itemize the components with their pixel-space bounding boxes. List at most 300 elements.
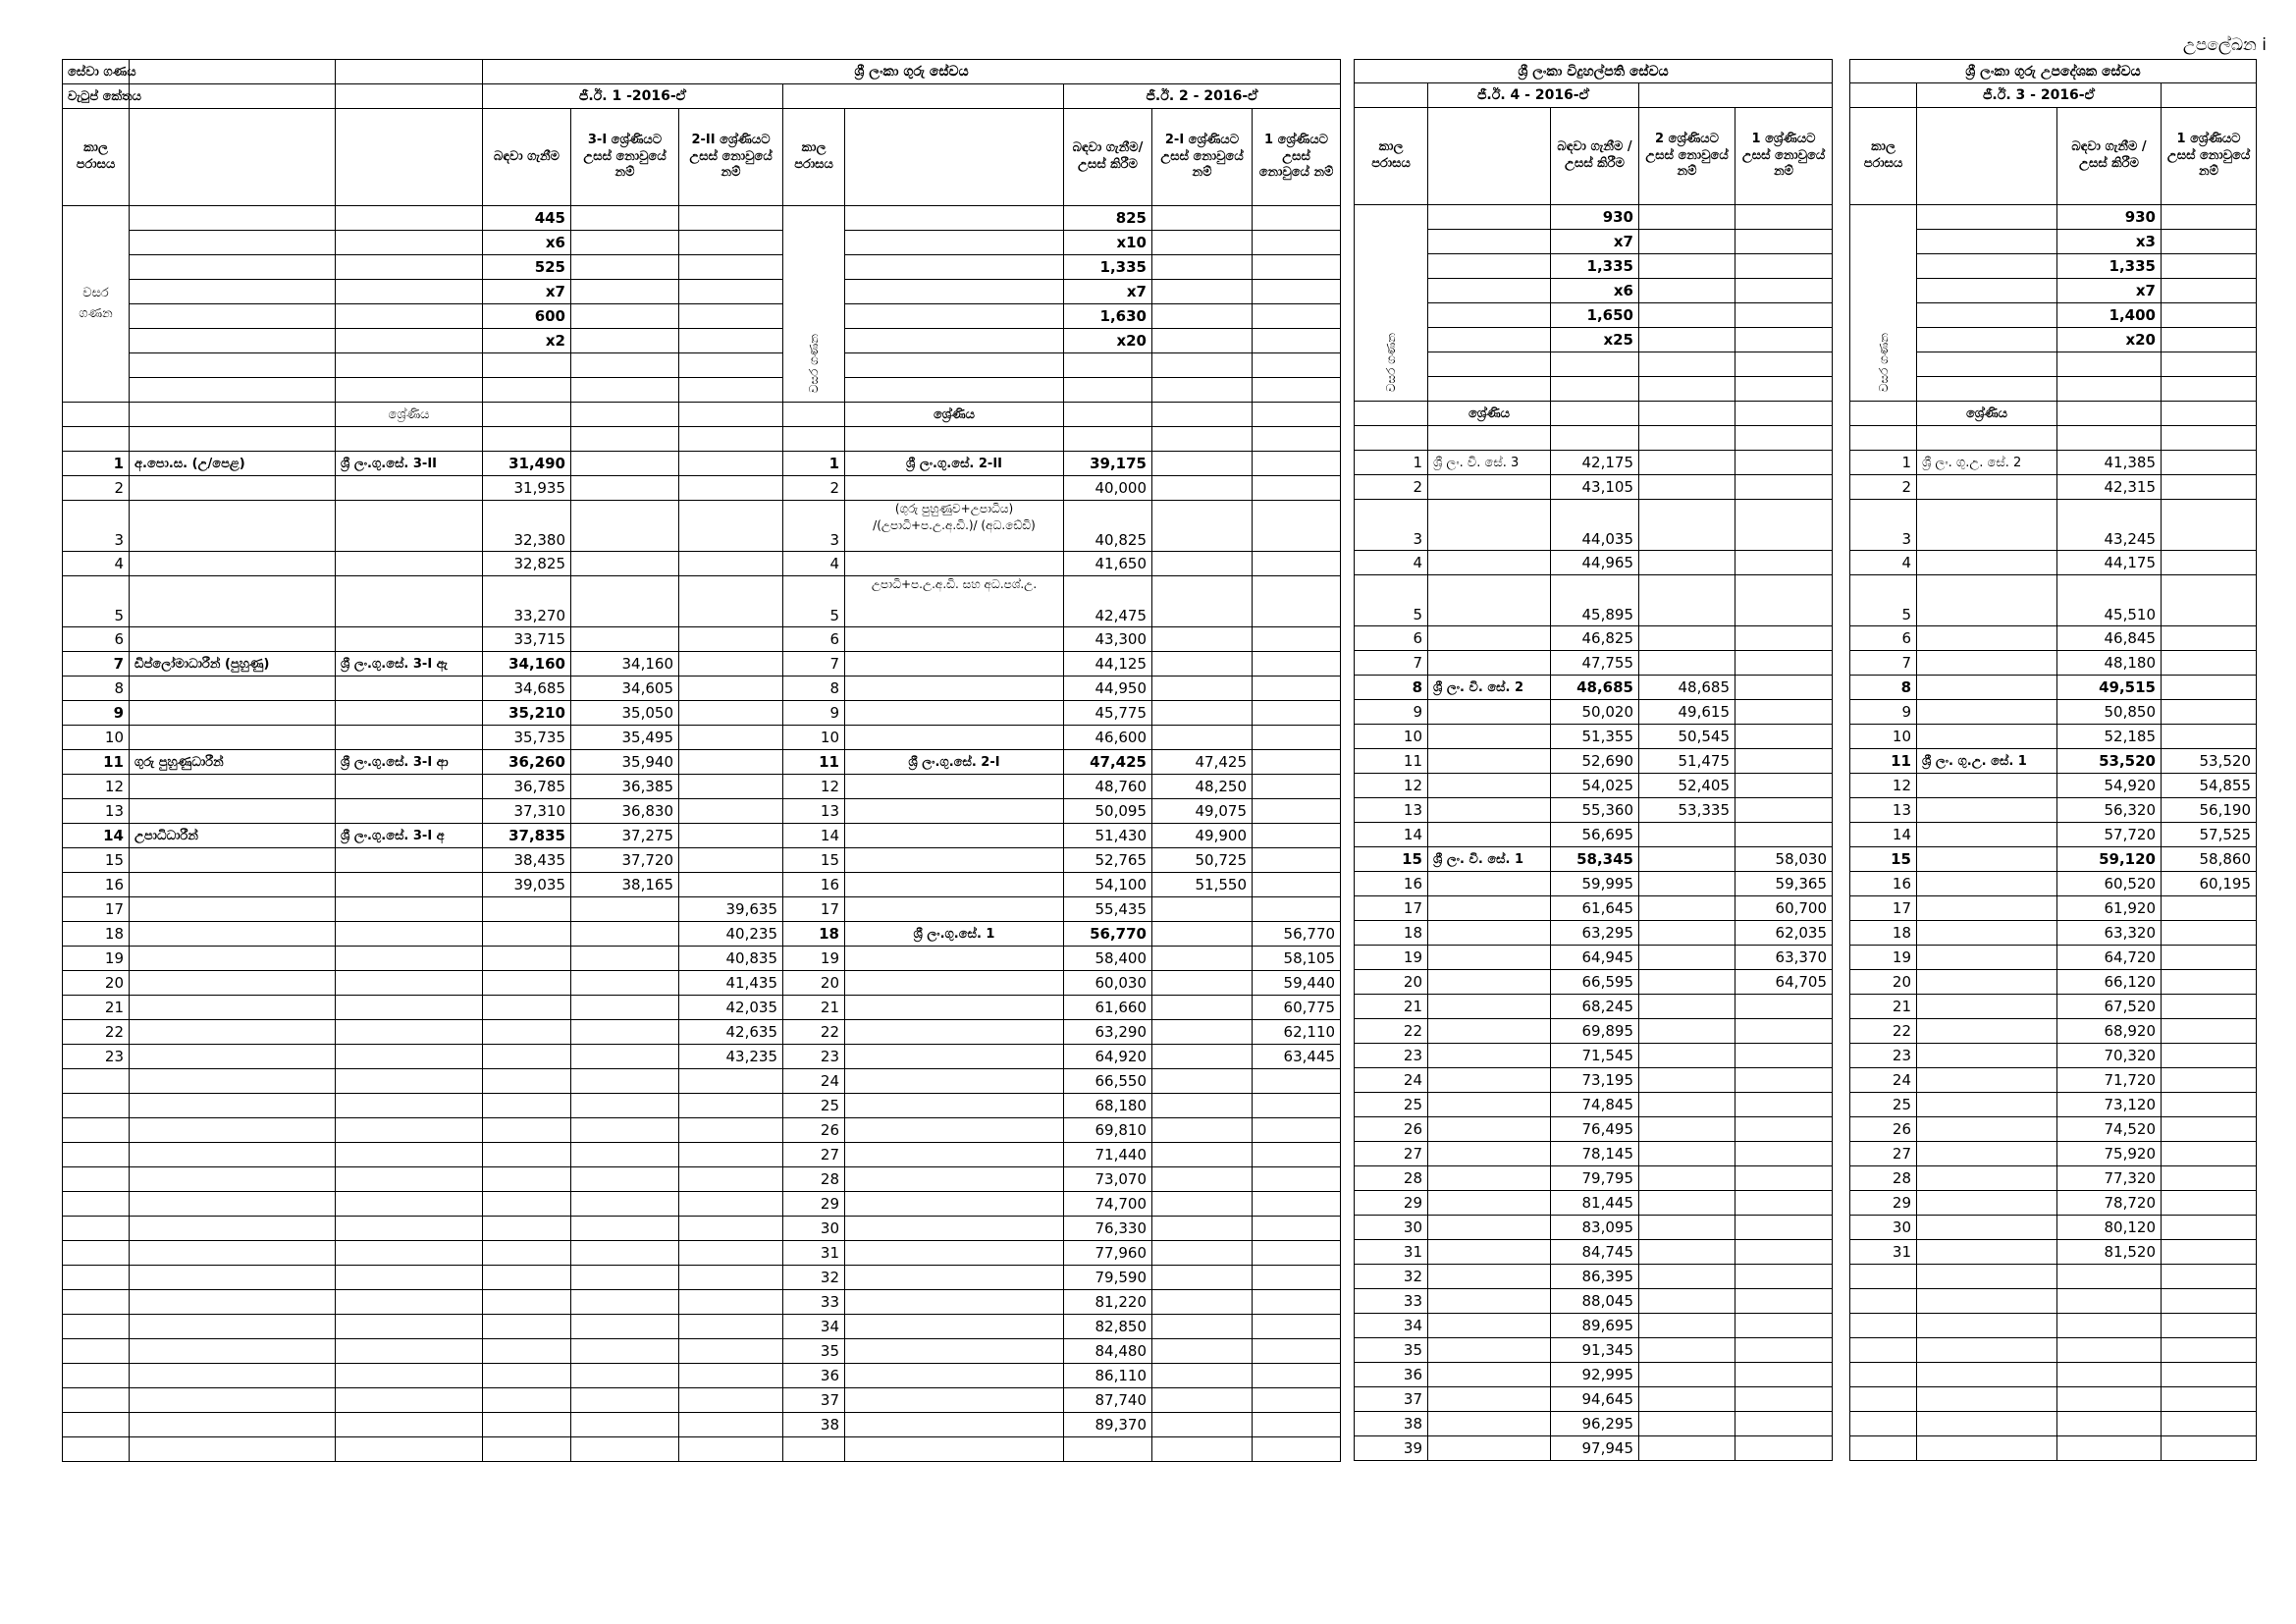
grade-name [336,947,483,971]
recruit-salary [483,1069,571,1094]
period-number: 11 [1355,749,1428,774]
table-row [1850,475,2257,500]
no-promo-2-salary [1639,1240,1735,1265]
recruit-salary [483,897,571,922]
grade-name [845,1020,1064,1045]
no-promo-1-salary [1253,1241,1341,1266]
no-promo-1-salary [2162,475,2257,500]
no-promo-2ii-salary [679,750,783,775]
no-promo-2-salary: 52,405 [1639,774,1735,798]
no-promo-1-salary [1253,824,1341,848]
grade-name [845,1339,1064,1364]
increment-step: 445 [483,206,571,231]
no-promo-1-salary [1735,1363,1833,1387]
table-row [1355,921,1833,946]
period-number [1850,1314,1917,1338]
recruit-promo-salary: 79,795 [1551,1166,1639,1191]
no-promo-2i-salary [1152,1315,1253,1339]
table-row [63,1143,1341,1167]
no-promo-1-salary [1253,873,1341,897]
period-number: 10 [63,726,130,750]
period-number: 5 [1355,575,1428,626]
recruit-promo-salary: 91,345 [1551,1338,1639,1363]
grade-name [1917,1191,2057,1216]
table-row [1355,774,1833,798]
no-promo-2ii-salary [679,1290,783,1315]
table-row [1355,995,1833,1019]
table-row [1850,1093,2257,1117]
period-number [1850,1387,1917,1412]
designation: ඩිප්ලෝමාධාරීන් (පුහුණු) [130,652,336,677]
recruit-promo-salary: 80,120 [2057,1216,2162,1240]
grade-name: ශ්‍රී ලං.ගු.සේ. 3-I ඇ [336,652,483,677]
designation [130,677,336,701]
grade-name [1428,1436,1551,1461]
designation [130,971,336,996]
no-promo-1-salary [2162,1314,2257,1338]
no-promo-3i-salary [571,1266,679,1290]
recruit-promo-salary: 53,520 [2057,749,2162,774]
grade-name [1428,872,1551,896]
recruit-promo-salary: 86,395 [1551,1265,1639,1289]
recruit-salary [483,1217,571,1241]
grade-name: ශ්‍රී ලං.ගු.සේ. 3-II [336,452,483,476]
recruit-promo-salary: 68,245 [1551,995,1639,1019]
recruit-promo-salary: 41,385 [2057,451,2162,475]
no-promo-2ii-salary [679,1069,783,1094]
salary-code-label: වැටුප් කේතය [63,84,130,109]
teacher-salary-rows [63,452,1341,1462]
year-count-label: වසර ගණන [1876,332,1891,392]
period-number: 3 [783,501,845,552]
period-number: 4 [1850,551,1917,575]
designation [130,701,336,726]
period-number: 2 [1355,475,1428,500]
no-promo-2i-salary [1152,1388,1253,1413]
recruit-promo-header: බඳවා ගැනීම / උසස් කිරීම [1551,108,1639,205]
recruit-promo-salary: 71,720 [2057,1068,2162,1093]
no-promo-2i-salary [1152,452,1253,476]
no-promo-1-salary [1735,1265,1833,1289]
no-promo-1-salary: 64,705 [1735,970,1833,995]
period-number: 4 [63,552,130,576]
no-promo-2i-salary [1152,1143,1253,1167]
recruit-promo-salary: 71,440 [1064,1143,1152,1167]
no-promo-2ii-salary [679,576,783,627]
year-count-label: වසර ගණන [1384,332,1398,392]
table-row [63,726,1341,750]
grade-name [336,1388,483,1413]
grade-name [1917,1289,2057,1314]
no-promo-1-salary [2162,651,2257,676]
table-row [1355,798,1833,823]
principal-service-title: ශ්‍රී ලංකා විදුහල්පති සේවය [1355,60,1833,83]
table-row [1850,575,2257,626]
no-promo-2-salary [1639,1068,1735,1093]
no-promo-2-salary [1639,1216,1735,1240]
recruit-promo-salary: 73,120 [2057,1093,2162,1117]
period-number: 19 [1355,946,1428,970]
recruit-promo-salary: 44,125 [1064,652,1152,677]
grade-name [845,1364,1064,1388]
period-number: 1 [1850,451,1917,475]
no-promo-2ii-salary [679,824,783,848]
grade-header: ශ්‍රේණිය [1428,402,1551,426]
no-promo-1-salary [1253,701,1341,726]
period-number: 21 [783,996,845,1020]
table-row [1355,1338,1833,1363]
grade-name: ශ්‍රී ලං.ගු.සේ. 2-I [845,750,1064,775]
period-number: 30 [1355,1216,1428,1240]
no-promo-3i-salary [571,947,679,971]
no-promo-2i-salary [1152,971,1253,996]
period-number: 1 [783,452,845,476]
no-promo-2-salary [1639,1314,1735,1338]
grade-name [1917,676,2057,700]
no-promo-2i-salary [1152,476,1253,501]
recruit-promo-salary: 63,320 [2057,921,2162,946]
designation [130,1339,336,1364]
period-number: 37 [783,1388,845,1413]
period-number: 2 [1850,475,1917,500]
grade-name [336,1290,483,1315]
table-row [1355,1412,1833,1436]
recruit-promo-salary: 63,290 [1064,1020,1152,1045]
grade-name [1428,1240,1551,1265]
period-number: 27 [1850,1142,1917,1166]
designation [130,1266,336,1290]
table-row [1850,1240,2257,1265]
no-promo-2-salary [1639,626,1735,651]
table-row [1850,700,2257,725]
grade-name [1917,1166,2057,1191]
increment-multiplier: x10 [1064,231,1152,255]
grade-name [1917,1387,2057,1412]
no-promo-1-salary [1735,774,1833,798]
table-row [1355,1289,1833,1314]
no-promo-2i-salary [1152,652,1253,677]
grade-name [1917,1117,2057,1142]
period-number: 18 [1850,921,1917,946]
table-row [1355,970,1833,995]
period-number: 19 [63,947,130,971]
period-number: 29 [783,1192,845,1217]
recruit-promo-salary: 87,740 [1064,1388,1152,1413]
grade-name [336,1413,483,1437]
no-promo-2i-salary [1152,897,1253,922]
recruit-promo-salary: 40,825 [1064,501,1152,552]
period-number: 34 [783,1315,845,1339]
grade-name [336,1167,483,1192]
grade-name [1917,475,2057,500]
grade-name [1917,1240,2057,1265]
no-promo-2-salary: 49,615 [1639,700,1735,725]
year-count-label: වසර ගණන [63,206,130,403]
no-promo-1-salary [1253,1069,1341,1094]
recruit-promo-salary: 47,755 [1551,651,1639,676]
designation: උපාධිධාරීන් [130,824,336,848]
no-promo-2-salary [1639,1117,1735,1142]
no-promo-1-salary [1735,1068,1833,1093]
recruit-promo-salary: 84,745 [1551,1240,1639,1265]
grade-name [336,1118,483,1143]
no-promo-1-salary [1253,1413,1341,1437]
recruit-promo-salary [2057,1363,2162,1387]
no-promo-2i-salary [1152,677,1253,701]
table-row [1355,847,1833,872]
period-number: 28 [783,1167,845,1192]
no-promo-1-salary [1253,1315,1341,1339]
table-row [63,1045,1341,1069]
no-promo-1-salary [1735,575,1833,626]
recruit-promo-salary: 46,600 [1064,726,1152,750]
designation [130,1069,336,1094]
recruit-promo-salary: 64,920 [1064,1045,1152,1069]
no-promo-1-salary [2162,946,2257,970]
no-promo-2i-salary [1152,1241,1253,1266]
grade-name [845,652,1064,677]
grade-name [845,1069,1064,1094]
recruit-promo-salary: 44,175 [2057,551,2162,575]
period-number: 31 [1850,1240,1917,1265]
period-number: 21 [1850,995,1917,1019]
grade-name [1917,872,2057,896]
designation [130,873,336,897]
grade-name [845,677,1064,701]
recruit-promo-salary: 89,695 [1551,1314,1639,1338]
advisor-service-title: ශ්‍රී ලංකා ගුරු උපදේශක සේවය [1850,60,2257,83]
grade-name [1917,1093,2057,1117]
table-row [1850,1142,2257,1166]
table-row [1850,1265,2257,1289]
recruit-salary: 33,715 [483,627,571,652]
no-promo-2ii-salary [679,452,783,476]
recruit-promo-salary: 77,960 [1064,1241,1152,1266]
period-number: 35 [783,1339,845,1364]
grade-name [336,1045,483,1069]
grade-name [845,552,1064,576]
no-promo-2ii-salary: 39,635 [679,897,783,922]
no-promo-3i-salary [571,452,679,476]
period-number: 18 [783,922,845,947]
advisor-salary-rows [1850,451,2257,1461]
recruit-promo-salary [2057,1387,2162,1412]
table-row [1355,1068,1833,1093]
no-promo-1-salary [1253,1266,1341,1290]
period-number: 38 [783,1413,845,1437]
no-promo-2ii-salary [679,552,783,576]
period-header: කාල පරාසය [783,109,845,206]
recruit-promo-salary: 66,550 [1064,1069,1152,1094]
no-promo-2i-salary [1152,726,1253,750]
recruit-promo-salary: 61,645 [1551,896,1639,921]
designation [130,996,336,1020]
no-promo-1-salary: 59,440 [1253,971,1341,996]
grade-name [1917,700,2057,725]
table-row [1850,451,2257,475]
designation [130,501,336,552]
no-promo-2ii-salary [679,1143,783,1167]
table-row [63,1217,1341,1241]
grade-name [336,971,483,996]
service-category-label: සේවා ගණය [63,60,130,84]
table-row [63,552,1341,576]
grade-name [1917,1142,2057,1166]
table-row [1850,798,2257,823]
table-row [1850,946,2257,970]
table-row [63,1118,1341,1143]
no-promo-1-salary [2162,1289,2257,1314]
no-promo-2-salary [1639,1191,1735,1216]
principal-service-table [1354,59,1833,1461]
period-number: 13 [1355,798,1428,823]
no-promo-1-salary [1735,1387,1833,1412]
no-promo-3i-salary: 35,940 [571,750,679,775]
designation [130,1143,336,1167]
period-number: 15 [1355,847,1428,872]
period-number: 28 [1850,1166,1917,1191]
period-number [1850,1338,1917,1363]
recruit-promo-salary: 97,945 [1551,1436,1639,1461]
no-promo-1-salary [1253,726,1341,750]
no-promo-2ii-salary [679,1339,783,1364]
designation: ගුරු පුහුණුධාරීන් [130,750,336,775]
table-row [63,1315,1341,1339]
period-number: 12 [1355,774,1428,798]
table-row [1355,1436,1833,1461]
recruit-promo-salary: 44,965 [1551,551,1639,575]
increment-multiplier: x20 [1064,329,1152,353]
grade-name [1917,500,2057,551]
table-row [1850,1191,2257,1216]
no-promo-1-salary [1735,500,1833,551]
no-promo-3i-salary [571,996,679,1020]
grade-name [1917,921,2057,946]
no-promo-1-salary: 58,860 [2162,847,2257,872]
no-promo-2-salary [1639,1166,1735,1191]
period-number: 9 [63,701,130,726]
period-number [63,1118,130,1143]
grade-name [336,873,483,897]
period-number: 38 [1355,1412,1428,1436]
no-promo-1-salary [1253,1094,1341,1118]
no-promo-1-salary [1253,576,1341,627]
grade-name [336,701,483,726]
table-row [1355,1166,1833,1191]
grade-name [336,1315,483,1339]
period-number: 16 [783,873,845,897]
recruit-promo-salary: 73,070 [1064,1167,1152,1192]
no-promo-2-salary [1639,896,1735,921]
no-promo-1-salary [1735,1240,1833,1265]
increment-step: 930 [2057,205,2162,230]
recruit-salary [483,1143,571,1167]
no-promo-3i-salary: 36,385 [571,775,679,799]
grade-name [845,1315,1064,1339]
no-promo-1-salary: 60,195 [2162,872,2257,896]
no-promo-1-salary [2162,1044,2257,1068]
recruit-promo-salary: 58,345 [1551,847,1639,872]
table-row [63,799,1341,824]
period-number: 4 [783,552,845,576]
table-row [1355,1265,1833,1289]
no-promo-2ii-salary [679,701,783,726]
period-number: 24 [1850,1068,1917,1093]
no-promo-1-salary [1735,651,1833,676]
no-promo-2-salary [1639,1265,1735,1289]
period-number [1850,1412,1917,1436]
grade-name [845,799,1064,824]
period-number: 15 [1850,847,1917,872]
period-number: 12 [1850,774,1917,798]
table-row [63,701,1341,726]
table-row [1355,1044,1833,1068]
grade-name [1917,1265,2057,1289]
table-row [1850,847,2257,872]
grade-name [845,1388,1064,1413]
no-promo-1-salary [2162,1387,2257,1412]
recruit-promo-salary [2057,1436,2162,1461]
no-promo-2-salary [1639,1093,1735,1117]
table-row [1355,1142,1833,1166]
grade-name [336,1020,483,1045]
grade-name [336,677,483,701]
no-promo-1-salary [1253,1364,1341,1388]
no-promo-1-salary [1253,1290,1341,1315]
table-row [63,1290,1341,1315]
no-promo-2-salary [1639,475,1735,500]
period-number: 19 [783,947,845,971]
designation [130,1437,336,1462]
grade-name [1428,1338,1551,1363]
no-promo-1-salary [2162,700,2257,725]
no-promo-1-salary [1253,848,1341,873]
no-promo-3i-salary [571,897,679,922]
recruit-promo-salary: 73,195 [1551,1068,1639,1093]
no-promo-1-salary [1735,1093,1833,1117]
table-row [63,1388,1341,1413]
period-number: 14 [63,824,130,848]
period-number [63,1241,130,1266]
grade-name [1917,651,2057,676]
grade-name [1917,725,2057,749]
salary-code-ge4: ජී.ඊ. 4 - 2016-ඒ [1428,83,1639,108]
recruit-salary [483,996,571,1020]
table-row [1355,451,1833,475]
no-promo-1-salary [1253,750,1341,775]
no-promo-2ii-salary [679,1192,783,1217]
grade-name [336,996,483,1020]
grade-name [1428,1117,1551,1142]
grade-name [1917,946,2057,970]
table-row [63,501,1341,552]
grade-name [1428,921,1551,946]
table-row [1850,1044,2257,1068]
increment-step: 1,335 [1551,254,1639,279]
no-promo-2ii-salary [679,677,783,701]
no-promo-1-salary: 58,105 [1253,947,1341,971]
table-row [1850,1166,2257,1191]
grade-name [845,1217,1064,1241]
recruit-salary: 34,685 [483,677,571,701]
recruit-promo-salary: 78,720 [2057,1191,2162,1216]
no-promo-2i-salary [1152,576,1253,627]
period-number: 19 [1850,946,1917,970]
grade-name [1428,823,1551,847]
period-number: 25 [1850,1093,1917,1117]
period-number: 20 [783,971,845,996]
period-number: 15 [63,848,130,873]
